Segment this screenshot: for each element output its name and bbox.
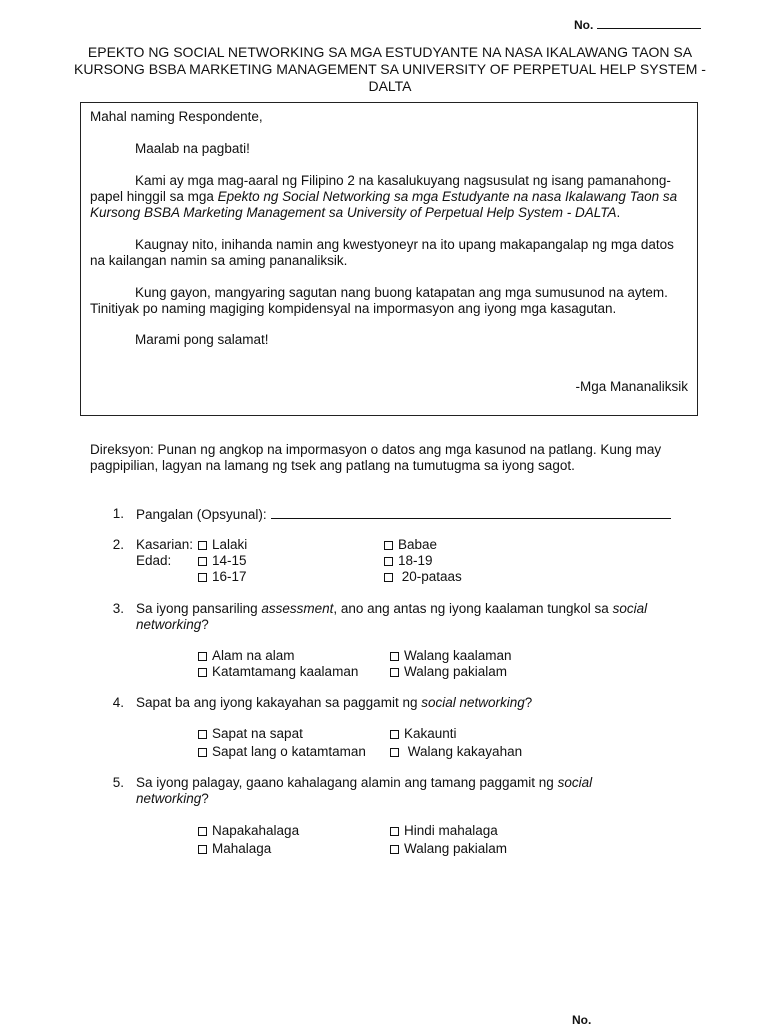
option-label: 20-pataas [401,569,462,584]
option-sapat-na-sapat[interactable] [198,726,303,742]
option-walang-pakialam-q3[interactable] [390,664,507,680]
checkbox-icon[interactable] [198,730,207,739]
q3-italic-2: social networking [136,601,648,632]
letter-box [80,102,698,416]
q3-text-2: , ano ang antas ng iyong kaalaman tungkol sa [333,601,613,616]
checkbox-icon[interactable] [198,668,207,677]
option-label: Katamtamang kaalaman [212,664,359,679]
letter-p1-end: . [616,205,621,220]
name-input-line[interactable] [271,506,671,519]
option-sapat-lang[interactable] [198,744,366,760]
letter-p1-title: Epekto ng Social Networking sa mga Estudyante na nasa Ikalawang Taon sa Kursong BSBA Marketing Management sa University of Perpetual Help System - DALTA [90,189,678,220]
option-label: Mahalaga [212,841,272,856]
q5-question [136,775,626,807]
directions: Direksyon: Punan ng angkop na impormasyon o datos ang mga kasunod na patlang. Kung may pagpipilian, lagyan na lamang ng tsek ang patlang na tumutugma sa iyong sagot. [90,442,662,473]
option-label: Walang kakayahan [407,744,523,759]
option-label: Lalaki [212,537,248,552]
option-walang-pakialam-q5[interactable] [390,841,507,857]
q1-number: 1. [112,506,124,521]
q4-italic-1: social networking [421,695,525,710]
option-label: 16-17 [212,569,247,584]
footer-number-label: No. [572,1013,592,1027]
option-age-14-15[interactable] [198,553,247,569]
q1-label: Pangalan (Opsyunal): [136,507,267,522]
checkbox-icon[interactable] [198,557,207,566]
option-age-20-pataas[interactable] [384,569,462,585]
edad-label: Edad: [136,553,172,568]
kasarian-label: Kasarian: [136,537,194,552]
checkbox-icon[interactable] [384,541,393,550]
option-age-16-17[interactable] [198,569,247,585]
option-alam-na-alam[interactable] [198,648,295,664]
letter-salutation: Mahal naming Respondente, [90,109,263,124]
letter-greeting: Maalab na pagbati! [135,141,250,156]
q4-text-1: Sapat ba ang iyong kakayahan sa paggamit ng [136,695,422,710]
option-label: Napakahalaga [212,823,300,838]
q2-number: 2. [112,537,124,552]
checkbox-icon[interactable] [390,845,399,854]
letter-paragraph-3: Kung gayon, mangyaring sagutan nang buong katapatan ang mga sumusunod na aytem. Tinitiyak po naming magiging kompidensyal na impormasyon ang iyong mga kasagutan. [90,285,668,316]
q4-number: 4. [112,695,124,710]
q3-question [136,601,676,633]
checkbox-icon[interactable] [390,730,399,739]
option-label: Sapat na sapat [212,726,303,741]
form-number-blank[interactable] [597,18,701,29]
option-label: Kakaunti [404,726,457,741]
letter-thanks: Marami pong salamat! [135,332,269,347]
option-babae[interactable] [384,537,437,553]
letter-signature: -Mga Mananaliksik [575,379,688,394]
option-kakaunti[interactable] [390,726,457,742]
form-number-label: No. [574,18,594,32]
letter-p1-text: Kami ay mga mag-aaral ng Filipino 2 na kasalukuyang nagsusulat ng isang pamanahong-papel hinggil sa mga [90,173,671,204]
option-napakahalaga[interactable] [198,823,299,839]
letter-paragraph-1 [90,173,686,221]
checkbox-icon[interactable] [198,748,207,757]
checkbox-icon[interactable] [198,827,207,836]
option-katamtamang-kaalaman[interactable] [198,664,358,680]
checkbox-icon[interactable] [198,541,207,550]
option-mahalaga[interactable] [198,841,271,857]
checkbox-icon[interactable] [384,557,393,566]
checkbox-icon[interactable] [198,652,207,661]
option-label: Hindi mahalaga [404,823,498,838]
q1-name-field [136,506,671,523]
q3-text-1: Sa iyong pansariling [136,601,262,616]
option-label: Babae [398,537,438,552]
option-lalaki[interactable] [198,537,247,553]
option-walang-kaalaman[interactable] [390,648,512,664]
q3-italic-1: assessment [261,601,334,616]
checkbox-icon[interactable] [390,827,399,836]
option-label: 18-19 [398,553,433,568]
checkbox-icon[interactable] [384,573,393,582]
option-hindi-mahalaga[interactable] [390,823,498,839]
letter-paragraph-2: Kaugnay nito, inihanda namin ang kwestyoneyr na ito upang makapangalap ng mga datos na kailangan namin sa aming pananaliksik. [90,237,674,268]
checkbox-icon[interactable] [198,845,207,854]
option-label: Walang pakialam [404,841,508,856]
q3-number: 3. [112,601,124,616]
q5-text-1: Sa iyong palagay, gaano kahalagang alamin ang tamang paggamit ng [136,775,558,790]
option-label: Alam na alam [212,648,295,663]
q5-italic-1: social networking [136,775,593,806]
option-label: 14-15 [212,553,247,568]
q4-question [136,695,676,711]
option-age-18-19[interactable] [384,553,433,569]
option-label: Walang pakialam [404,664,508,679]
page-title: EPEKTO NG SOCIAL NETWORKING SA MGA ESTUDYANTE NA NASA IKALAWANG TAON SA KURSONG BSBA MARKETING MANAGEMENT SA UNIVERSITY OF PERPETUAL HELP SYSTEM - DALTA [74,44,706,94]
option-label: Sapat lang o katamtaman [212,744,366,759]
option-label: Walang kaalaman [404,648,512,663]
checkbox-icon[interactable] [390,668,399,677]
checkbox-icon[interactable] [198,573,207,582]
q5-number: 5. [112,775,124,790]
checkbox-icon[interactable] [390,748,399,757]
q3-text-3: ? [201,617,209,632]
option-walang-kakayahan[interactable] [390,744,522,760]
form-number [574,18,701,32]
q4-text-2: ? [524,695,533,710]
q5-text-2: ? [201,791,209,806]
checkbox-icon[interactable] [390,652,399,661]
